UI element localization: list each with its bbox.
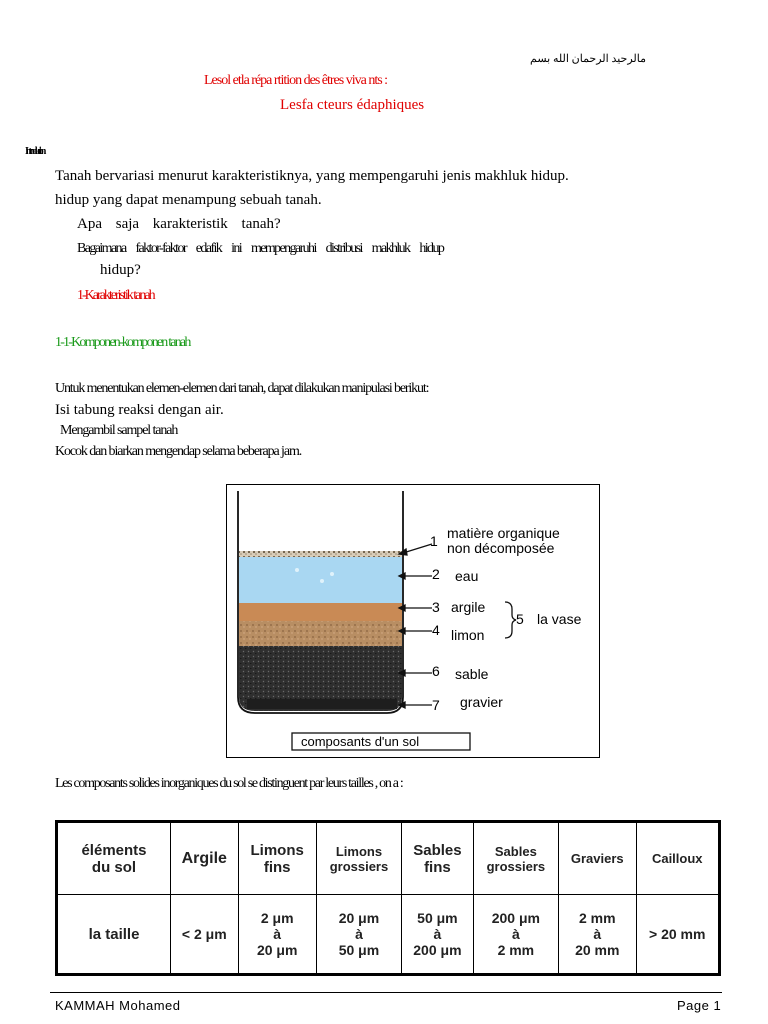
label-clay: argile — [451, 599, 486, 615]
label-silt: limon — [451, 627, 485, 643]
step-2: Mengambil sampel tanah — [60, 423, 178, 438]
footer-divider — [50, 992, 722, 993]
margin-mark: Introduction — [25, 146, 44, 157]
arabic-header: مالرحيد الرحمان الله بسم — [530, 53, 647, 65]
header-taille: la taille — [58, 895, 171, 974]
size-limons-fins: 2 μm à 20 μm — [238, 895, 316, 974]
label-organic-2: non décomposée — [447, 540, 555, 556]
question-2-line-2: hidup? — [100, 262, 141, 278]
label-vase: la vase — [537, 611, 582, 627]
label-organic-1: matière organique — [447, 525, 560, 541]
grain-size-table — [55, 820, 721, 976]
layer-organic — [239, 551, 402, 557]
title-line-2: Lesfa cteurs édaphiques — [280, 97, 425, 113]
header-cailloux: Cailloux — [636, 823, 719, 895]
footer-author: KAMMAH Mohamed — [55, 998, 181, 1013]
size-sables-grossiers: 200 μm à 2 mm — [473, 895, 558, 974]
method-intro: Untuk menentukan elemen-elemen dari tanah, dapat dilakukan manipulasi berikut: — [55, 381, 429, 396]
size-sables-fins: 50 μm à 200 μm — [402, 895, 474, 974]
soil-figure — [226, 484, 600, 758]
header-argile: Argile — [171, 823, 239, 895]
figure-caption: composants d'un sol — [301, 734, 420, 749]
footer-page-number: Page 1 — [677, 998, 722, 1013]
layer-clay — [239, 603, 402, 621]
heading-soil-components: 1-1-Komponen-komponen tanah — [55, 335, 190, 350]
header-sables-grossiers: Sables grossiers — [473, 823, 558, 895]
layer-gravel — [247, 699, 397, 709]
header-limons-fins: Limons fins — [238, 823, 316, 895]
label-3-num: 3 — [432, 599, 440, 615]
header-graviers: Graviers — [558, 823, 636, 895]
size-cailloux: > 20 mm — [636, 895, 719, 974]
size-limons-grossiers: 20 μm à 50 μm — [316, 895, 401, 974]
question-2-line-1: Bagaimana faktor-faktor edafik ini mempengaruhi distribusi makhluk hidup — [77, 241, 444, 256]
paragraph-line-2: hidup yang dapat menampung sebuah tanah. — [55, 192, 322, 208]
label-water: eau — [455, 568, 479, 584]
step-3: Kocok dan biarkan mengendap selama beberapa jam. — [55, 444, 302, 459]
title-line-1: Lesol etla répa rtition des êtres viva nts : — [204, 73, 388, 88]
label-6-num: 6 — [432, 663, 440, 679]
step-1: Isi tabung reaksi dengan air. — [55, 402, 224, 418]
paragraph-line-1: Tanah bervariasi menurut karakteristiknya, yang mempengaruhi jenis makhluk hidup. — [55, 168, 569, 184]
label-1-num: 1 — [430, 533, 438, 549]
header-sables-fins: Sables fins — [402, 823, 474, 895]
label-2-num: 2 — [432, 566, 440, 582]
label-sand: sable — [455, 666, 489, 682]
layer-silt — [239, 621, 402, 646]
label-5-num: 5 — [516, 611, 524, 627]
heading-soil-characteristics: 1-Karakteristik tanah — [77, 288, 154, 303]
header-elements: éléments du sol — [58, 823, 171, 895]
size-argile: < 2 μm — [171, 895, 239, 974]
size-graviers: 2 mm à 20 mm — [558, 895, 636, 974]
question-1: Apa saja karakteristik tanah? — [77, 216, 281, 232]
label-7-num: 7 — [432, 697, 440, 713]
table-intro: Les composants solides inorganiques du sol se distinguent par leurs tailles , on a : — [55, 776, 403, 791]
label-gravel: gravier — [460, 694, 503, 710]
label-4-num: 4 — [432, 622, 440, 638]
header-limons-grossiers: Limons grossiers — [316, 823, 401, 895]
